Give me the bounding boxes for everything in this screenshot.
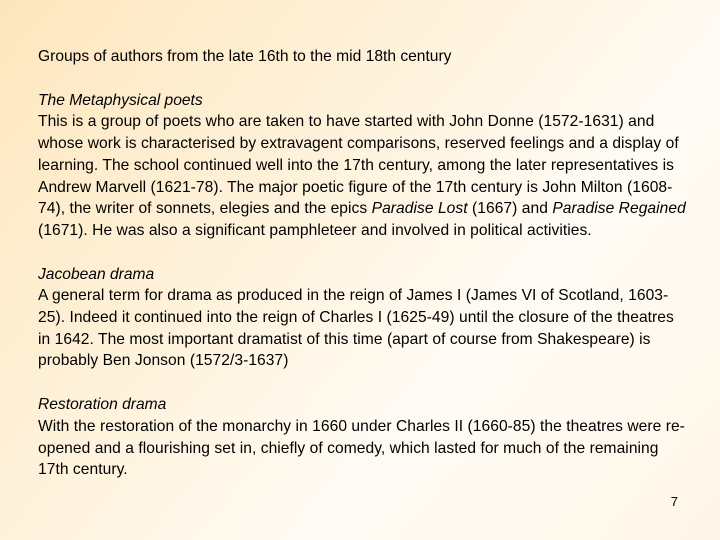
section-heading: Restoration drama <box>38 396 167 414</box>
work-title: Paradise Regained <box>552 200 686 218</box>
body-text: This is a group of poets who are taken to have started with John Donne (1572-1631) and whose work is characterised by extravagent comparisons, reserved feelings and a display of learning. The school continued well into the 17th century, among the later representatives is Andrew Marvell (1621-78). The major poetic figure of the 17th century is John Milton (1608-74), the writer of sonnets, elegies and the epics <box>38 113 679 218</box>
slide-content <box>38 46 688 481</box>
section-heading: The Metaphysical poets <box>38 91 203 109</box>
section-restoration-drama <box>38 394 688 481</box>
section-metaphysical-poets <box>38 90 688 242</box>
section-heading: Jacobean drama <box>38 265 155 283</box>
section-jacobean-drama <box>38 264 688 373</box>
work-title: Paradise Lost <box>371 200 468 218</box>
body-text: (1667) and <box>467 200 553 218</box>
slide-title: Groups of authors from the late 16th to the mid 18th century <box>38 48 452 65</box>
page-number: 7 <box>670 494 678 509</box>
section-body: With the restoration of the monarchy in 1660 under Charles II (1660-85) the theatres were re-opened and a flourishing set in, chiefly of comedy, which lasted for much of the remaining 17th century. <box>38 417 685 479</box>
section-body <box>38 111 688 241</box>
body-text: (1671). He was also a significant pamphleteer and involved in political activities. <box>38 221 592 239</box>
section-body: A general term for drama as produced in the reign of James I (James VI of Scotland, 1603-25). Indeed it continued into the reign of Charles I (1625-49) until the closure of the theatres in 1642. The most important dramatist of this time (apart of course from Shakespeare) is probably Ben Jonson (1572/3-1637) <box>38 287 674 370</box>
